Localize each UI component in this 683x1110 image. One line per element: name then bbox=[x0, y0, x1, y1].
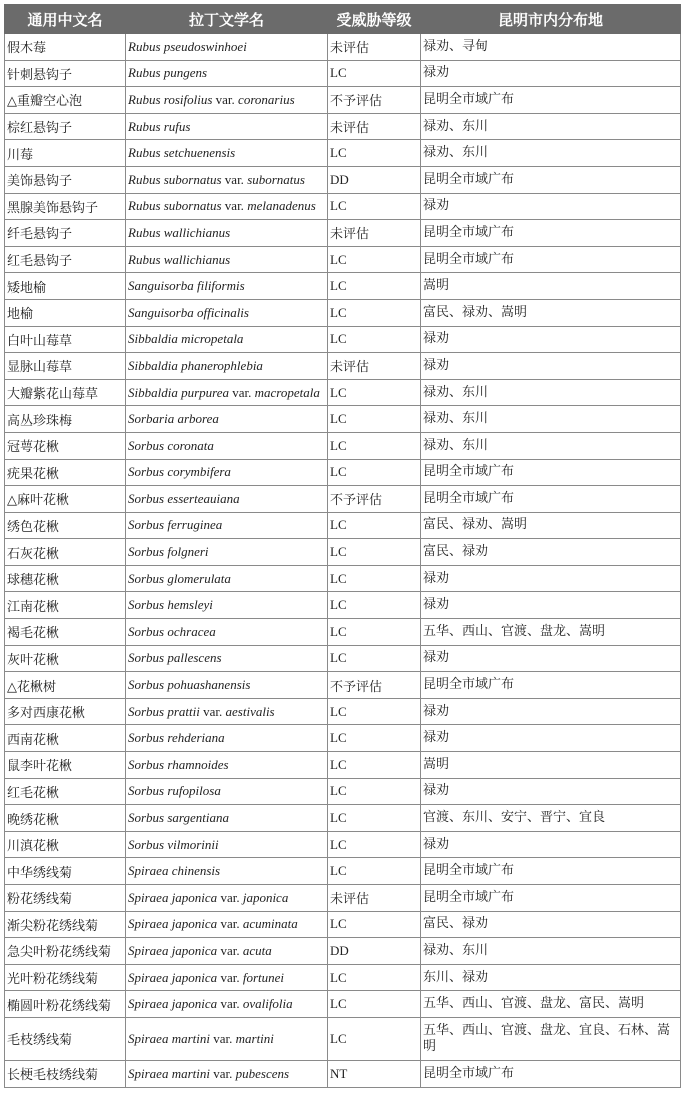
cell-common-name: 冠萼花楸 bbox=[5, 432, 126, 459]
cell-common-name: 多对西康花楸 bbox=[5, 698, 126, 725]
cell-latin-name bbox=[126, 60, 328, 87]
latin-species: Spiraea japonica bbox=[128, 916, 218, 932]
latin-var-marker: var. bbox=[215, 91, 235, 107]
latin-species: Spiraea chinensis bbox=[128, 863, 221, 879]
latin-var-marker: var. bbox=[224, 171, 244, 187]
latin-species: Sorbus rufopilosa bbox=[128, 783, 221, 799]
latin-variety: ovalifolia bbox=[242, 996, 293, 1012]
cell-common-name: 矮地榆 bbox=[5, 273, 126, 300]
cell-threat-level: 未评估 bbox=[328, 885, 421, 912]
cell-common-name: 地榆 bbox=[5, 299, 126, 326]
latin-species: Sorbus ochracea bbox=[128, 623, 216, 639]
latin-species: Sorbus rehderiana bbox=[128, 730, 225, 746]
cell-distribution: 五华、西山、官渡、盘龙、嵩明 bbox=[421, 619, 681, 646]
cell-latin-name bbox=[126, 619, 328, 646]
cell-distribution: 禄劝 bbox=[421, 592, 681, 619]
species-table-container bbox=[4, 4, 680, 1088]
cell-distribution: 禄劝 bbox=[421, 60, 681, 87]
cell-threat-level: LC bbox=[328, 964, 421, 991]
cell-common-name: 长梗毛枝绣线菊 bbox=[5, 1060, 126, 1087]
cell-distribution: 禄劝 bbox=[421, 725, 681, 752]
cell-common-name: 褐毛花楸 bbox=[5, 619, 126, 646]
latin-var-marker: var. bbox=[220, 889, 240, 905]
table-row bbox=[5, 778, 681, 805]
latin-species: Rubus subornatus bbox=[128, 198, 222, 214]
cell-threat-level: LC bbox=[328, 645, 421, 672]
cell-distribution: 禄劝、东川 bbox=[421, 140, 681, 167]
latin-species: Rubus pungens bbox=[128, 65, 208, 81]
table-row bbox=[5, 645, 681, 672]
cell-latin-name bbox=[126, 34, 328, 61]
latin-variety: pubescens bbox=[235, 1065, 290, 1081]
cell-threat-level: 未评估 bbox=[328, 113, 421, 140]
cell-latin-name bbox=[126, 113, 328, 140]
cell-latin-name bbox=[126, 565, 328, 592]
cell-latin-name bbox=[126, 645, 328, 672]
cell-threat-level: 未评估 bbox=[328, 34, 421, 61]
cell-distribution: 禄劝、东川 bbox=[421, 406, 681, 433]
latin-species: Sorbus esserteauiana bbox=[128, 490, 240, 506]
table-row bbox=[5, 60, 681, 87]
table-row bbox=[5, 858, 681, 885]
latin-variety: coronarius bbox=[238, 91, 295, 107]
table-row bbox=[5, 991, 681, 1018]
table-row bbox=[5, 885, 681, 912]
latin-species: Spiraea japonica bbox=[128, 942, 218, 958]
cell-threat-level: LC bbox=[328, 858, 421, 885]
cell-threat-level: 不予评估 bbox=[328, 672, 421, 699]
cell-distribution: 禄劝、东川 bbox=[421, 379, 681, 406]
table-row bbox=[5, 565, 681, 592]
cell-distribution: 富民、禄劝、嵩明 bbox=[421, 512, 681, 539]
latin-variety: aestivalis bbox=[225, 703, 275, 719]
cell-threat-level: LC bbox=[328, 432, 421, 459]
cell-latin-name bbox=[126, 193, 328, 220]
latin-variety: acuminata bbox=[242, 916, 298, 932]
cell-threat-level: 不予评估 bbox=[328, 87, 421, 114]
cell-threat-level: LC bbox=[328, 60, 421, 87]
cell-common-name: △花楸树 bbox=[5, 672, 126, 699]
cell-common-name: 椭圆叶粉花绣线菊 bbox=[5, 991, 126, 1018]
table-row bbox=[5, 1017, 681, 1060]
table-row bbox=[5, 166, 681, 193]
cell-distribution: 禄劝 bbox=[421, 565, 681, 592]
cell-common-name: 棕红悬钩子 bbox=[5, 113, 126, 140]
cell-latin-name bbox=[126, 353, 328, 380]
table-body bbox=[5, 34, 681, 1088]
cell-latin-name bbox=[126, 911, 328, 938]
latin-species: Sorbus folgneri bbox=[128, 544, 209, 560]
latin-variety: martini bbox=[235, 1030, 274, 1046]
table-row bbox=[5, 193, 681, 220]
latin-species: Sorbus rhamnoides bbox=[128, 756, 229, 772]
table-row bbox=[5, 273, 681, 300]
latin-variety: melanadenus bbox=[247, 198, 316, 214]
table-row bbox=[5, 592, 681, 619]
cell-threat-level: LC bbox=[328, 379, 421, 406]
cell-latin-name bbox=[126, 432, 328, 459]
table-row bbox=[5, 964, 681, 991]
table-row bbox=[5, 672, 681, 699]
header-threat-level: 受威胁等级 bbox=[328, 5, 421, 34]
cell-common-name: 渐尖粉花绣线菊 bbox=[5, 911, 126, 938]
cell-distribution: 禄劝 bbox=[421, 831, 681, 858]
cell-threat-level: DD bbox=[328, 938, 421, 965]
latin-species: Sanguisorba officinalis bbox=[128, 304, 249, 320]
latin-species: Rubus rufus bbox=[128, 118, 191, 134]
latin-species: Sorbus ferruginea bbox=[128, 517, 223, 533]
latin-species: Rubus rosifolius bbox=[128, 91, 213, 107]
cell-threat-level: LC bbox=[328, 805, 421, 832]
cell-threat-level: LC bbox=[328, 991, 421, 1018]
cell-latin-name bbox=[126, 778, 328, 805]
cell-distribution: 禄劝 bbox=[421, 326, 681, 353]
cell-common-name: 西南花楸 bbox=[5, 725, 126, 752]
table-row bbox=[5, 459, 681, 486]
cell-latin-name bbox=[126, 166, 328, 193]
cell-latin-name bbox=[126, 246, 328, 273]
latin-var-marker: var. bbox=[220, 969, 240, 985]
table-row bbox=[5, 539, 681, 566]
cell-threat-level: NT bbox=[328, 1060, 421, 1087]
cell-threat-level: LC bbox=[328, 565, 421, 592]
cell-common-name: 鼠李叶花楸 bbox=[5, 752, 126, 779]
cell-distribution: 昆明全市域广布 bbox=[421, 246, 681, 273]
cell-distribution: 昆明全市域广布 bbox=[421, 885, 681, 912]
cell-common-name: 显脉山莓草 bbox=[5, 353, 126, 380]
cell-distribution: 禄劝、东川 bbox=[421, 938, 681, 965]
cell-distribution: 富民、禄劝 bbox=[421, 539, 681, 566]
cell-threat-level: DD bbox=[328, 166, 421, 193]
table-row bbox=[5, 379, 681, 406]
table-row bbox=[5, 246, 681, 273]
latin-var-marker: var. bbox=[232, 384, 252, 400]
table-row bbox=[5, 406, 681, 433]
cell-latin-name bbox=[126, 752, 328, 779]
table-row bbox=[5, 34, 681, 61]
cell-distribution: 禄劝 bbox=[421, 778, 681, 805]
cell-latin-name bbox=[126, 698, 328, 725]
cell-common-name: 白叶山莓草 bbox=[5, 326, 126, 353]
latin-species: Rubus setchuenensis bbox=[128, 145, 236, 161]
cell-common-name: 红毛悬钩子 bbox=[5, 246, 126, 273]
cell-threat-level: LC bbox=[328, 406, 421, 433]
cell-threat-level: LC bbox=[328, 326, 421, 353]
cell-distribution: 富民、禄劝、嵩明 bbox=[421, 299, 681, 326]
latin-species: Sorbus sargentiana bbox=[128, 810, 229, 826]
latin-species: Spiraea japonica bbox=[128, 969, 218, 985]
latin-species: Sorbus corymbifera bbox=[128, 464, 231, 480]
table-row bbox=[5, 619, 681, 646]
cell-threat-level: LC bbox=[328, 459, 421, 486]
cell-common-name: 灰叶花楸 bbox=[5, 645, 126, 672]
cell-common-name: 美饰悬钩子 bbox=[5, 166, 126, 193]
cell-common-name: 红毛花楸 bbox=[5, 778, 126, 805]
cell-common-name: 纤毛悬钩子 bbox=[5, 220, 126, 247]
latin-species: Sorbus coronata bbox=[128, 437, 214, 453]
cell-latin-name bbox=[126, 592, 328, 619]
cell-threat-level: 未评估 bbox=[328, 220, 421, 247]
latin-species: Sorbus pohuashanensis bbox=[128, 677, 251, 693]
cell-common-name: 光叶粉花绣线菊 bbox=[5, 964, 126, 991]
cell-distribution: 五华、西山、官渡、盘龙、富民、嵩明 bbox=[421, 991, 681, 1018]
cell-common-name: 高丛珍珠梅 bbox=[5, 406, 126, 433]
latin-species: Rubus pseudoswinhoei bbox=[128, 38, 247, 54]
table-row bbox=[5, 725, 681, 752]
cell-distribution: 昆明全市域广布 bbox=[421, 858, 681, 885]
cell-threat-level: LC bbox=[328, 273, 421, 300]
cell-latin-name bbox=[126, 326, 328, 353]
cell-common-name: 疣果花楸 bbox=[5, 459, 126, 486]
table-row bbox=[5, 752, 681, 779]
cell-common-name: 假木莓 bbox=[5, 34, 126, 61]
cell-distribution: 嵩明 bbox=[421, 273, 681, 300]
table-row bbox=[5, 87, 681, 114]
cell-distribution: 富民、禄劝 bbox=[421, 911, 681, 938]
cell-latin-name bbox=[126, 140, 328, 167]
cell-latin-name bbox=[126, 938, 328, 965]
cell-common-name: 急尖叶粉花绣线菊 bbox=[5, 938, 126, 965]
table-row bbox=[5, 326, 681, 353]
header-distribution: 昆明市内分布地 bbox=[421, 5, 681, 34]
latin-species: Sorbus pallescens bbox=[128, 650, 222, 666]
cell-distribution: 禄劝 bbox=[421, 193, 681, 220]
cell-latin-name bbox=[126, 512, 328, 539]
cell-latin-name bbox=[126, 991, 328, 1018]
cell-distribution: 禄劝 bbox=[421, 698, 681, 725]
cell-latin-name bbox=[126, 725, 328, 752]
cell-threat-level: LC bbox=[328, 698, 421, 725]
cell-threat-level: LC bbox=[328, 246, 421, 273]
latin-species: Spiraea japonica bbox=[128, 889, 218, 905]
cell-common-name: 川滇花楸 bbox=[5, 831, 126, 858]
latin-var-marker: var. bbox=[220, 996, 240, 1012]
latin-species: Sibbaldia micropetala bbox=[128, 331, 244, 347]
cell-common-name: 粉花绣线菊 bbox=[5, 885, 126, 912]
cell-common-name: 黑腺美饰悬钩子 bbox=[5, 193, 126, 220]
cell-common-name: 川莓 bbox=[5, 140, 126, 167]
latin-species: Sibbaldia purpurea bbox=[128, 384, 229, 400]
cell-distribution: 昆明全市域广布 bbox=[421, 87, 681, 114]
cell-common-name: 毛枝绣线菊 bbox=[5, 1017, 126, 1060]
cell-latin-name bbox=[126, 459, 328, 486]
cell-distribution: 昆明全市域广布 bbox=[421, 672, 681, 699]
cell-common-name: 针刺悬钩子 bbox=[5, 60, 126, 87]
cell-latin-name bbox=[126, 831, 328, 858]
latin-species: Sibbaldia phanerophlebia bbox=[128, 357, 263, 373]
cell-threat-level: 未评估 bbox=[328, 353, 421, 380]
table-row bbox=[5, 1060, 681, 1087]
latin-species: Sorbus prattii bbox=[128, 703, 200, 719]
cell-latin-name bbox=[126, 1060, 328, 1087]
latin-species: Sanguisorba filiformis bbox=[128, 278, 245, 294]
cell-distribution: 昆明全市域广布 bbox=[421, 1060, 681, 1087]
cell-threat-level: LC bbox=[328, 140, 421, 167]
cell-distribution: 东川、禄劝 bbox=[421, 964, 681, 991]
table-row bbox=[5, 512, 681, 539]
table-row bbox=[5, 805, 681, 832]
table-header-row bbox=[5, 5, 681, 34]
cell-distribution: 昆明全市域广布 bbox=[421, 486, 681, 513]
latin-var-marker: var. bbox=[213, 1065, 233, 1081]
cell-distribution: 禄劝 bbox=[421, 353, 681, 380]
table-row bbox=[5, 299, 681, 326]
table-row bbox=[5, 911, 681, 938]
cell-latin-name bbox=[126, 858, 328, 885]
cell-distribution: 昆明全市域广布 bbox=[421, 459, 681, 486]
header-common-name: 通用中文名 bbox=[5, 5, 126, 34]
latin-species: Sorbus glomerulata bbox=[128, 570, 231, 586]
table-row bbox=[5, 831, 681, 858]
cell-threat-level: LC bbox=[328, 725, 421, 752]
cell-common-name: 江南花楸 bbox=[5, 592, 126, 619]
cell-common-name: 中华绣线菊 bbox=[5, 858, 126, 885]
cell-latin-name bbox=[126, 220, 328, 247]
cell-threat-level: LC bbox=[328, 1017, 421, 1060]
cell-distribution: 禄劝、东川 bbox=[421, 432, 681, 459]
cell-latin-name bbox=[126, 672, 328, 699]
cell-latin-name bbox=[126, 273, 328, 300]
cell-common-name: 石灰花楸 bbox=[5, 539, 126, 566]
cell-latin-name bbox=[126, 539, 328, 566]
latin-variety: acuta bbox=[242, 942, 272, 958]
table-row bbox=[5, 220, 681, 247]
cell-common-name: 绣色花楸 bbox=[5, 512, 126, 539]
table-row bbox=[5, 140, 681, 167]
cell-distribution: 昆明全市域广布 bbox=[421, 220, 681, 247]
cell-threat-level: LC bbox=[328, 911, 421, 938]
latin-variety: subornatus bbox=[247, 171, 305, 187]
cell-common-name: 球穗花楸 bbox=[5, 565, 126, 592]
latin-species: Spiraea martini bbox=[128, 1030, 210, 1046]
cell-distribution: 嵩明 bbox=[421, 752, 681, 779]
latin-species: Spiraea japonica bbox=[128, 996, 218, 1012]
cell-latin-name bbox=[126, 486, 328, 513]
cell-distribution: 五华、西山、官渡、盘龙、宜良、石林、嵩明 bbox=[421, 1017, 681, 1060]
cell-latin-name bbox=[126, 885, 328, 912]
cell-latin-name bbox=[126, 299, 328, 326]
latin-species: Sorbus vilmorinii bbox=[128, 836, 219, 852]
latin-var-marker: var. bbox=[220, 942, 240, 958]
species-table bbox=[4, 4, 681, 1088]
cell-threat-level: LC bbox=[328, 539, 421, 566]
latin-variety: macropetala bbox=[254, 384, 320, 400]
latin-species: Spiraea martini bbox=[128, 1065, 210, 1081]
cell-distribution: 禄劝、东川 bbox=[421, 113, 681, 140]
cell-threat-level: LC bbox=[328, 299, 421, 326]
cell-distribution: 官渡、东川、安宁、晋宁、宜良 bbox=[421, 805, 681, 832]
latin-var-marker: var. bbox=[220, 916, 240, 932]
header-latin-name: 拉丁文学名 bbox=[126, 5, 328, 34]
latin-species: Rubus wallichianus bbox=[128, 251, 231, 267]
latin-var-marker: var. bbox=[224, 198, 244, 214]
cell-threat-level: LC bbox=[328, 831, 421, 858]
table-row bbox=[5, 432, 681, 459]
cell-latin-name bbox=[126, 87, 328, 114]
table-row bbox=[5, 938, 681, 965]
cell-common-name: 晚绣花楸 bbox=[5, 805, 126, 832]
table-row bbox=[5, 698, 681, 725]
cell-latin-name bbox=[126, 1017, 328, 1060]
cell-threat-level: 不予评估 bbox=[328, 486, 421, 513]
table-row bbox=[5, 113, 681, 140]
table-row bbox=[5, 486, 681, 513]
cell-threat-level: LC bbox=[328, 619, 421, 646]
cell-threat-level: LC bbox=[328, 592, 421, 619]
cell-distribution: 禄劝、寻甸 bbox=[421, 34, 681, 61]
cell-common-name: 大瓣紫花山莓草 bbox=[5, 379, 126, 406]
cell-common-name: △重瓣空心泡 bbox=[5, 87, 126, 114]
cell-distribution: 禄劝 bbox=[421, 645, 681, 672]
cell-latin-name bbox=[126, 406, 328, 433]
latin-species: Sorbaria arborea bbox=[128, 411, 219, 427]
table-row bbox=[5, 353, 681, 380]
cell-threat-level: LC bbox=[328, 193, 421, 220]
cell-threat-level: LC bbox=[328, 752, 421, 779]
latin-var-marker: var. bbox=[213, 1030, 233, 1046]
cell-latin-name bbox=[126, 964, 328, 991]
cell-common-name: △麻叶花楸 bbox=[5, 486, 126, 513]
latin-var-marker: var. bbox=[203, 703, 223, 719]
latin-variety: japonica bbox=[242, 889, 289, 905]
cell-latin-name bbox=[126, 379, 328, 406]
latin-species: Rubus subornatus bbox=[128, 171, 222, 187]
cell-threat-level: LC bbox=[328, 512, 421, 539]
latin-variety: fortunei bbox=[242, 969, 284, 985]
cell-threat-level: LC bbox=[328, 778, 421, 805]
cell-distribution: 昆明全市域广布 bbox=[421, 166, 681, 193]
latin-species: Rubus wallichianus bbox=[128, 224, 231, 240]
latin-species: Sorbus hemsleyi bbox=[128, 597, 213, 613]
cell-latin-name bbox=[126, 805, 328, 832]
